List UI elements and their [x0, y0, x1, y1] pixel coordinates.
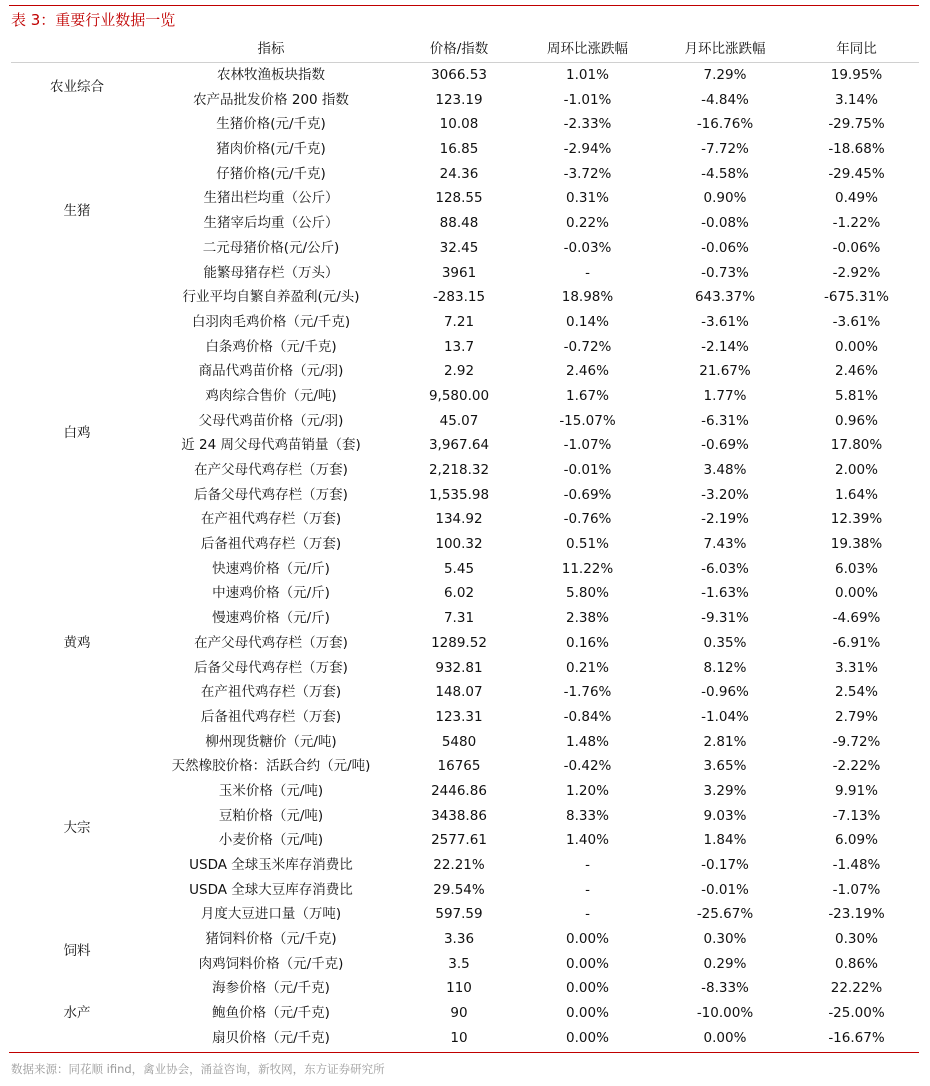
weekly-change-cell: 0.00%: [566, 1029, 609, 1046]
yoy-change-cell: 17.80%: [830, 437, 883, 454]
yoy-change-cell: -23.19%: [828, 906, 885, 923]
monthly-change-cell: -16.76%: [696, 116, 754, 133]
indicator-cell: 行业平均自繁自养盈利(元/头): [182, 289, 360, 306]
yoy-change-cell: 0.00%: [835, 338, 878, 355]
indicator-cell: 猪饲料价格（元/千克): [205, 931, 337, 948]
weekly-change-cell: -1.76%: [563, 684, 612, 701]
table-row: [11, 532, 919, 557]
indicator-cell: 后备父母代鸡存栏（万套): [194, 659, 348, 676]
weekly-change-cell: 0.31%: [566, 190, 609, 207]
indicator-cell: 在产父母代鸡存栏（万套): [194, 462, 348, 479]
indicator-cell: 扇贝价格（元/千克): [212, 1029, 330, 1046]
yoy-change-cell: 2.79%: [835, 708, 878, 725]
monthly-change-cell: 21.67%: [699, 363, 751, 380]
monthly-change-cell: -7.72%: [701, 141, 749, 158]
price-index-cell: 932.81: [435, 659, 483, 676]
price-index-cell: 128.55: [435, 190, 483, 207]
table-row: [11, 927, 919, 952]
price-index-cell: 9,580.00: [428, 387, 490, 404]
price-index-cell: 22.21%: [433, 857, 485, 874]
monthly-change-cell: -6.31%: [701, 412, 749, 429]
price-index-cell: 10: [450, 1029, 468, 1046]
price-index-cell: 2446.86: [431, 782, 487, 799]
table-row: [11, 828, 919, 853]
indicator-cell: 生猪宰后均重（公斤）: [203, 215, 339, 232]
weekly-change-cell: -15.07%: [559, 412, 616, 429]
table-row: [11, 581, 919, 606]
yoy-change-cell: -2.92%: [832, 264, 881, 281]
yoy-change-cell: 2.46%: [835, 363, 878, 380]
yoy-change-cell: 5.81%: [835, 387, 878, 404]
monthly-change-cell: 643.37%: [694, 289, 756, 306]
indicator-cell: 商品代鸡苗价格（元/羽): [198, 363, 344, 380]
price-index-cell: 24.36: [439, 165, 479, 182]
yoy-change-cell: -1.48%: [832, 857, 881, 874]
weekly-change-cell: 8.33%: [566, 807, 609, 824]
weekly-change-cell: -3.72%: [563, 165, 612, 182]
indicator-cell: 猪肉价格(元/千克): [216, 141, 326, 158]
table-row: [11, 211, 919, 236]
table-row: [11, 902, 919, 927]
price-index-cell: 110: [446, 980, 472, 997]
yoy-change-cell: 19.95%: [830, 67, 883, 84]
monthly-change-cell: 0.90%: [703, 190, 747, 207]
indicator-cell: 在产祖代鸡存栏（万套): [200, 684, 342, 701]
monthly-change-cell: -9.31%: [701, 610, 749, 627]
table-row: [11, 137, 919, 162]
yoy-change-cell: -1.22%: [832, 215, 881, 232]
price-index-cell: 3,967.64: [428, 437, 490, 454]
price-index-cell: -283.15: [432, 289, 486, 306]
monthly-change-cell: -0.69%: [701, 437, 749, 454]
price-index-cell: 5480: [441, 733, 477, 750]
yoy-change-cell: -29.45%: [828, 165, 885, 182]
indicator-cell: 近 24 周父母代鸡苗销量（套): [181, 437, 361, 454]
indicator-cell: 在产祖代鸡存栏（万套): [200, 511, 342, 528]
indicator-cell: USDA 全球大豆库存消费比: [189, 881, 353, 898]
data-source-note: 数据来源：同花顺 ifind，禽业协会，涌益咨询，新牧网，东方证券研究所: [11, 1062, 385, 1076]
indicator-cell: 柳州现货糖价（元/吨): [205, 733, 337, 750]
weekly-change-cell: 0.00%: [566, 1005, 609, 1022]
monthly-change-cell: -1.04%: [701, 708, 749, 725]
monthly-change-cell: -8.33%: [701, 980, 749, 997]
weekly-change-cell: 0.00%: [566, 980, 609, 997]
indicator-cell: 豆粕价格（元/吨): [218, 807, 324, 824]
table-row: [11, 384, 919, 409]
price-index-cell: 123.19: [435, 91, 483, 108]
yoy-change-cell: 0.49%: [835, 190, 878, 207]
table-row: [11, 260, 919, 285]
indicator-cell: 鲍鱼价格（元/千克): [212, 1005, 330, 1022]
weekly-change-cell: 5.80%: [566, 585, 609, 602]
table-row: [11, 976, 919, 1001]
weekly-change-cell: 2.46%: [566, 363, 609, 380]
indicator-cell: 快速鸡价格（元/斤): [212, 560, 330, 577]
indicator-cell: 生猪价格(元/千克): [216, 116, 326, 133]
yoy-change-cell: 6.09%: [835, 832, 878, 849]
table-row: [11, 310, 919, 335]
header-price-index: 价格/指数: [399, 37, 519, 62]
price-index-cell: 3961: [441, 264, 477, 281]
price-index-cell: 10.08: [439, 116, 479, 133]
price-index-cell: 5.45: [443, 560, 475, 577]
yoy-change-cell: 0.96%: [835, 412, 878, 429]
weekly-change-cell: -0.01%: [563, 462, 612, 479]
yoy-change-cell: 9.91%: [835, 782, 878, 799]
weekly-change-cell: -1.07%: [563, 437, 612, 454]
table-body: [11, 62, 919, 1050]
category-cell: 白鸡: [63, 425, 91, 441]
price-index-cell: 1,535.98: [428, 486, 490, 503]
monthly-change-cell: -2.14%: [701, 338, 749, 355]
price-index-cell: 3.36: [443, 931, 475, 948]
yoy-change-cell: 12.39%: [830, 511, 883, 528]
yoy-change-cell: -675.31%: [824, 289, 889, 306]
weekly-change-cell: 2.38%: [566, 610, 609, 627]
price-index-cell: 3.5: [448, 955, 470, 972]
table-row: [11, 680, 919, 705]
price-index-cell: 90: [450, 1005, 468, 1022]
indicator-cell: 二元母猪价格(元/公斤): [202, 239, 340, 256]
indicator-cell: 生猪出栏均重（公斤）: [203, 190, 339, 207]
monthly-change-cell: -6.03%: [701, 560, 749, 577]
yoy-change-cell: -25.00%: [828, 1005, 885, 1022]
indicator-cell: 农林牧渔板块指数: [217, 67, 325, 84]
weekly-change-cell: 1.01%: [566, 67, 609, 84]
weekly-change-cell: -0.84%: [563, 708, 612, 725]
monthly-change-cell: 0.35%: [703, 634, 747, 651]
weekly-change-cell: -2.94%: [563, 141, 612, 158]
monthly-change-cell: -1.63%: [701, 585, 749, 602]
monthly-change-cell: 2.81%: [703, 733, 747, 750]
yoy-change-cell: -29.75%: [828, 116, 885, 133]
yoy-change-cell: -4.69%: [832, 610, 881, 627]
indicator-cell: 仔猪价格(元/千克): [216, 165, 326, 182]
monthly-change-cell: -0.73%: [701, 264, 749, 281]
table-row: [11, 951, 919, 976]
table-row: [11, 754, 919, 779]
table-row: [11, 112, 919, 137]
monthly-change-cell: 1.77%: [703, 387, 747, 404]
indicator-cell: 农产品批发价格 200 指数: [193, 91, 349, 108]
yoy-change-cell: 0.00%: [835, 585, 878, 602]
monthly-change-cell: 0.30%: [703, 931, 747, 948]
monthly-change-cell: 7.43%: [703, 536, 747, 553]
price-index-cell: 1289.52: [431, 634, 487, 651]
table-row: [11, 186, 919, 211]
table-row: [11, 285, 919, 310]
table-row: [11, 236, 919, 261]
monthly-change-cell: -0.96%: [701, 684, 749, 701]
category-cell: 饲料: [63, 943, 91, 960]
weekly-change-cell: 1.67%: [566, 387, 609, 404]
weekly-change-cell: -: [585, 906, 590, 923]
monthly-change-cell: -3.61%: [701, 313, 749, 330]
table-row: [11, 803, 919, 828]
table-row: [11, 62, 919, 87]
header-monthly-change: 月环比涨跌幅: [656, 37, 794, 62]
monthly-change-cell: 0.00%: [703, 1029, 747, 1046]
price-index-cell: 2577.61: [431, 832, 487, 849]
indicator-cell: 天然橡胶价格：活跃合约（元/吨): [171, 758, 371, 775]
weekly-change-cell: -0.76%: [563, 511, 612, 528]
table-row: [11, 853, 919, 878]
table-row: [11, 334, 919, 359]
monthly-change-cell: 8.12%: [703, 659, 747, 676]
price-index-cell: 13.7: [443, 338, 475, 355]
yoy-change-cell: 1.64%: [835, 486, 878, 503]
yoy-change-cell: 0.30%: [835, 931, 878, 948]
weekly-change-cell: 0.22%: [566, 215, 609, 232]
monthly-change-cell: 3.29%: [703, 782, 747, 799]
industry-data-table: [11, 37, 919, 1050]
indicator-cell: 父母代鸡苗价格（元/羽): [198, 412, 344, 429]
monthly-change-cell: -4.84%: [701, 91, 749, 108]
yoy-change-cell: -2.22%: [832, 758, 881, 775]
table-row: [11, 729, 919, 754]
header-indicator: 指标: [143, 37, 399, 62]
table-row: [11, 556, 919, 581]
weekly-change-cell: 1.48%: [566, 733, 609, 750]
yoy-change-cell: 3.14%: [835, 91, 878, 108]
table-row: [11, 87, 919, 112]
yoy-change-cell: 2.54%: [835, 684, 878, 701]
yoy-change-cell: 0.86%: [835, 955, 878, 972]
monthly-change-cell: 0.29%: [703, 955, 747, 972]
indicator-cell: 鸡肉综合售价（元/吨): [205, 387, 337, 404]
price-index-cell: 16765: [437, 758, 481, 775]
header-category: [11, 37, 143, 62]
yoy-change-cell: -7.13%: [832, 807, 881, 824]
monthly-change-cell: 3.48%: [703, 462, 747, 479]
indicator-cell: 后备父母代鸡存栏（万套): [194, 486, 348, 503]
table-row: [11, 482, 919, 507]
weekly-change-cell: -: [585, 881, 590, 898]
price-index-cell: 2.92: [443, 363, 475, 380]
monthly-change-cell: -0.01%: [701, 881, 749, 898]
price-index-cell: 88.48: [439, 215, 479, 232]
yoy-change-cell: 3.31%: [835, 659, 878, 676]
table-row: [11, 606, 919, 631]
weekly-change-cell: 0.00%: [566, 955, 609, 972]
yoy-change-cell: 22.22%: [830, 980, 883, 997]
indicator-cell: 白条鸡价格（元/千克): [205, 338, 337, 355]
table-row: [11, 1001, 919, 1026]
indicator-cell: 海参价格（元/千克): [212, 980, 330, 997]
weekly-change-cell: -0.72%: [563, 338, 612, 355]
category-cell: 大宗: [63, 820, 91, 836]
weekly-change-cell: -: [585, 857, 590, 874]
indicator-cell: 后备祖代鸡存栏（万套): [200, 536, 342, 553]
monthly-change-cell: 9.03%: [703, 807, 747, 824]
indicator-cell: 月度大豆进口量（万吨): [200, 906, 342, 923]
indicator-cell: 慢速鸡价格（元/斤): [212, 610, 330, 627]
header-yoy-change: 年同比: [794, 37, 919, 62]
category-cell: 水产: [63, 1005, 91, 1022]
table-title: 表 3：重要行业数据一览: [11, 11, 176, 29]
price-index-cell: 2,218.32: [428, 462, 490, 479]
price-index-cell: 134.92: [435, 511, 483, 528]
weekly-change-cell: 18.98%: [561, 289, 614, 306]
weekly-change-cell: 0.16%: [566, 634, 609, 651]
monthly-change-cell: -0.17%: [701, 857, 749, 874]
monthly-change-cell: -0.08%: [701, 215, 749, 232]
table-row: [11, 655, 919, 680]
bottom-rule: [9, 1052, 919, 1053]
monthly-change-cell: -3.20%: [701, 486, 749, 503]
table-row: [11, 433, 919, 458]
table-row: [11, 705, 919, 730]
monthly-change-cell: -25.67%: [696, 906, 754, 923]
price-index-cell: 148.07: [435, 684, 483, 701]
yoy-change-cell: -6.91%: [832, 634, 881, 651]
monthly-change-cell: -2.19%: [701, 511, 749, 528]
weekly-change-cell: 0.14%: [566, 313, 609, 330]
table-row: [11, 779, 919, 804]
top-rule: [9, 5, 919, 6]
table-row: [11, 1026, 919, 1051]
table-row: [11, 631, 919, 656]
price-index-cell: 3438.86: [431, 807, 487, 824]
indicator-cell: 小麦价格（元/吨): [218, 832, 324, 849]
indicator-cell: 白羽肉毛鸡价格（元/千克): [191, 313, 351, 330]
table-row: [11, 458, 919, 483]
price-index-cell: 7.21: [443, 313, 475, 330]
price-index-cell: 29.54%: [433, 881, 485, 898]
monthly-change-cell: -0.06%: [701, 239, 749, 256]
yoy-change-cell: -3.61%: [832, 313, 881, 330]
indicator-cell: 中速鸡价格（元/斤): [212, 585, 330, 602]
weekly-change-cell: -0.42%: [563, 758, 612, 775]
monthly-change-cell: 3.65%: [703, 758, 747, 775]
header-weekly-change: 周环比涨跌幅: [519, 37, 656, 62]
indicator-cell: 在产父母代鸡存栏（万套): [194, 634, 348, 651]
price-index-cell: 597.59: [435, 906, 483, 923]
weekly-change-cell: 0.21%: [566, 659, 609, 676]
table-row: [11, 408, 919, 433]
yoy-change-cell: -1.07%: [832, 881, 881, 898]
yoy-change-cell: -16.67%: [828, 1029, 885, 1046]
yoy-change-cell: 6.03%: [835, 560, 878, 577]
price-index-cell: 3066.53: [431, 67, 487, 84]
price-index-cell: 16.85: [439, 141, 479, 158]
yoy-change-cell: -0.06%: [832, 239, 881, 256]
weekly-change-cell: 11.22%: [561, 560, 614, 577]
price-index-cell: 6.02: [443, 585, 475, 602]
price-index-cell: 123.31: [435, 708, 483, 725]
monthly-change-cell: 1.84%: [703, 832, 747, 849]
category-cell: 黄鸡: [63, 634, 91, 651]
weekly-change-cell: 1.20%: [566, 782, 609, 799]
price-index-cell: 7.31: [443, 610, 475, 627]
indicator-cell: 能繁母猪存栏（万头）: [203, 264, 339, 281]
price-index-cell: 45.07: [439, 412, 479, 429]
weekly-change-cell: 1.40%: [566, 832, 609, 849]
category-cell: 生猪: [63, 202, 91, 219]
weekly-change-cell: -0.69%: [563, 486, 612, 503]
price-index-cell: 100.32: [435, 536, 483, 553]
monthly-change-cell: -10.00%: [696, 1005, 754, 1022]
indicator-cell: 玉米价格（元/吨): [218, 782, 324, 799]
table-row: [11, 877, 919, 902]
weekly-change-cell: -1.01%: [563, 91, 612, 108]
price-index-cell: 32.45: [439, 239, 479, 256]
monthly-change-cell: -4.58%: [701, 165, 749, 182]
yoy-change-cell: 19.38%: [830, 536, 883, 553]
weekly-change-cell: -2.33%: [563, 116, 612, 133]
weekly-change-cell: 0.00%: [566, 931, 609, 948]
category-cell: 农业综合: [50, 79, 104, 96]
indicator-cell: USDA 全球玉米库存消费比: [189, 857, 353, 874]
table-row: [11, 161, 919, 186]
weekly-change-cell: 0.51%: [566, 536, 609, 553]
yoy-change-cell: -9.72%: [832, 733, 881, 750]
indicator-cell: 肉鸡饲料价格（元/千克): [198, 955, 344, 972]
yoy-change-cell: -18.68%: [828, 141, 885, 158]
monthly-change-cell: 7.29%: [703, 67, 747, 84]
weekly-change-cell: -: [585, 264, 590, 281]
header-row: [11, 37, 919, 62]
table-row: [11, 359, 919, 384]
indicator-cell: 后备祖代鸡存栏（万套): [200, 708, 342, 725]
yoy-change-cell: 2.00%: [835, 462, 878, 479]
data-table-wrapper: [11, 37, 919, 1050]
weekly-change-cell: -0.03%: [563, 239, 612, 256]
table-row: [11, 507, 919, 532]
